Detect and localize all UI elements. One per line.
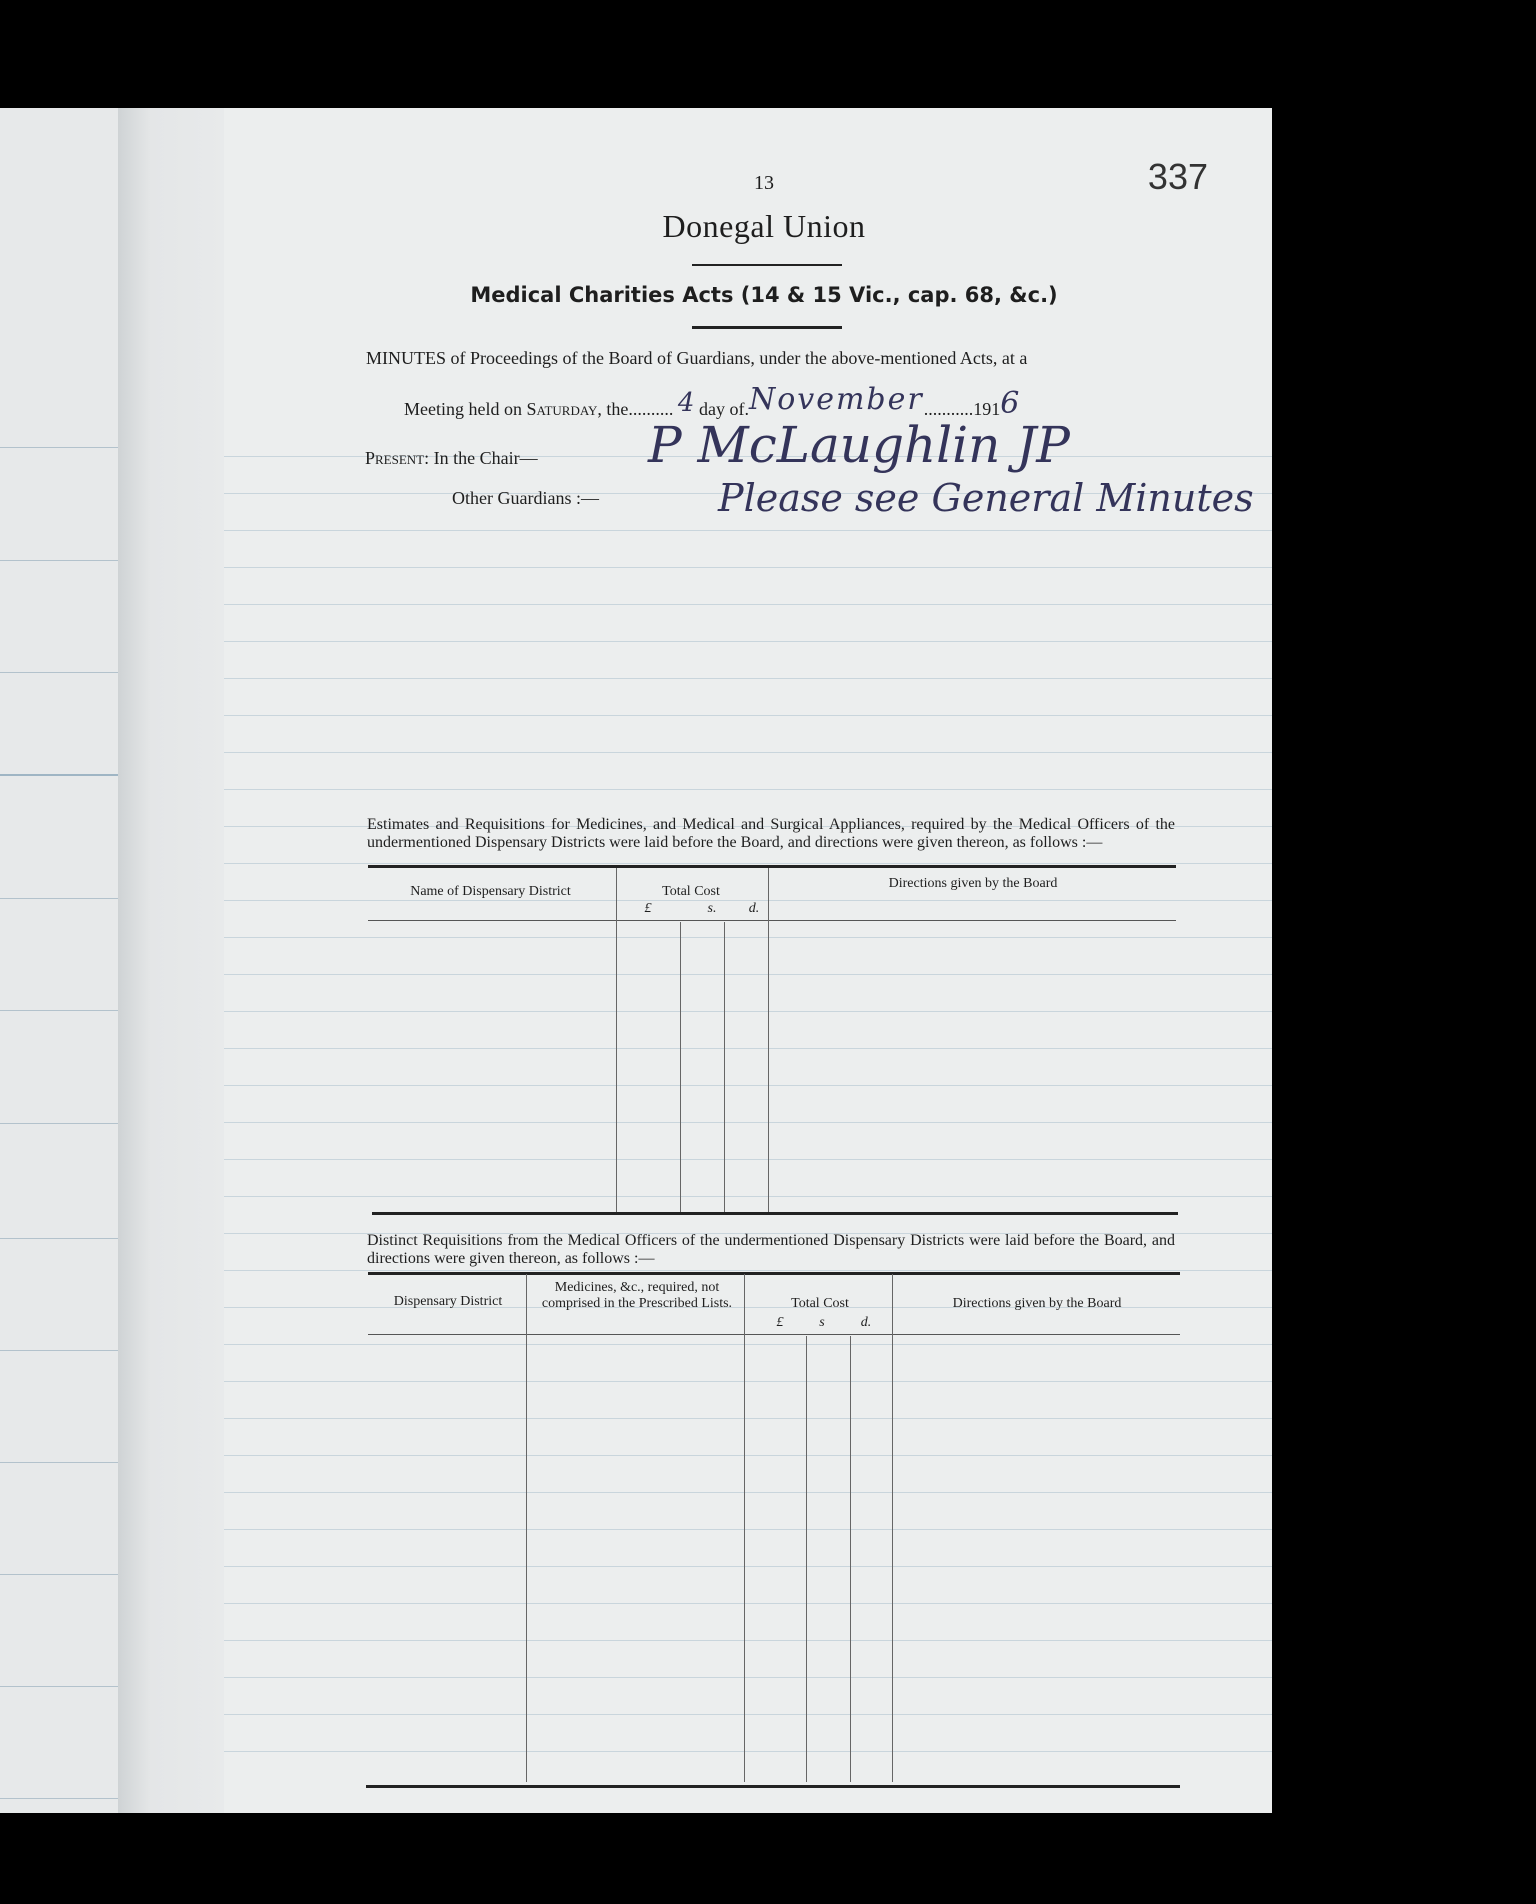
col-pence: d. bbox=[748, 901, 760, 916]
meeting-dots: ........... bbox=[923, 399, 974, 419]
handwritten-other-guardians: Please see General Minutes bbox=[718, 476, 1254, 520]
meeting-weekday: Saturday bbox=[526, 399, 598, 419]
distinct-intro: Distinct Requisitions from the Medical Officers of the undermentioned Dispensary Districts were laid before the Board, and directions were given thereon, as follows :— bbox=[367, 1232, 1175, 1267]
acts-subtitle: Medical Charities Acts (14 & 15 Vic., cap. 68, &c.) bbox=[470, 283, 1058, 307]
meeting-day-of: day of. bbox=[698, 399, 749, 419]
present-label: Present bbox=[365, 448, 425, 468]
present-line bbox=[365, 448, 538, 469]
meeting-prefix: Meeting held on bbox=[404, 399, 522, 419]
left-page bbox=[0, 108, 121, 1813]
printed-page-number: 13 bbox=[754, 172, 774, 194]
chair-label: : In the Chair— bbox=[424, 448, 538, 468]
handwritten-year: 6 bbox=[1000, 386, 1020, 421]
register-page bbox=[224, 108, 1272, 1813]
estimates-intro: Estimates and Requisitions for Medicines, and Medical and Surgical Appliances, required by the Medical Officers of the undermentioned Dispensary Districts were laid before the Board, and directions were given thereon, as follows :— bbox=[367, 816, 1175, 851]
col-pounds-2: £ bbox=[776, 1315, 784, 1330]
title-divider bbox=[692, 264, 842, 266]
book-gutter bbox=[118, 108, 226, 1813]
col-medicines: Medicines, &c., required, not comprised in the Prescribed Lists. bbox=[541, 1280, 733, 1311]
col-dispensary-district: Dispensary District bbox=[393, 1294, 503, 1309]
handwritten-chair-name: P McLaughlin JP bbox=[648, 416, 1070, 474]
col-directions: Directions given by the Board bbox=[888, 876, 1058, 891]
col-total-cost: Total Cost bbox=[662, 884, 720, 899]
handwritten-month: November bbox=[748, 382, 924, 417]
col-shillings-2: s bbox=[819, 1315, 825, 1330]
minutes-heading: MINUTES of Proceedings of the Board of Guardians, under the above-mentioned Acts, at a bbox=[366, 348, 1028, 368]
meeting-the: , the.......... bbox=[597, 399, 674, 419]
col-pounds: £ bbox=[644, 901, 652, 916]
other-guardians-label: Other Guardians :— bbox=[452, 488, 599, 508]
col-directions-2: Directions given by the Board bbox=[952, 1296, 1122, 1311]
col-total-cost-2: Total Cost bbox=[791, 1296, 849, 1311]
col-pence-2: d. bbox=[860, 1315, 872, 1330]
handwritten-day: 4 bbox=[677, 388, 695, 418]
page-title: Donegal Union bbox=[662, 208, 866, 244]
subtitle-divider bbox=[692, 326, 842, 329]
col-shillings: s. bbox=[707, 901, 717, 916]
stamped-folio-number: 337 bbox=[1147, 156, 1208, 197]
year-prefix: 191 bbox=[973, 399, 1001, 419]
col-district-name: Name of Dispensary District bbox=[410, 884, 571, 899]
